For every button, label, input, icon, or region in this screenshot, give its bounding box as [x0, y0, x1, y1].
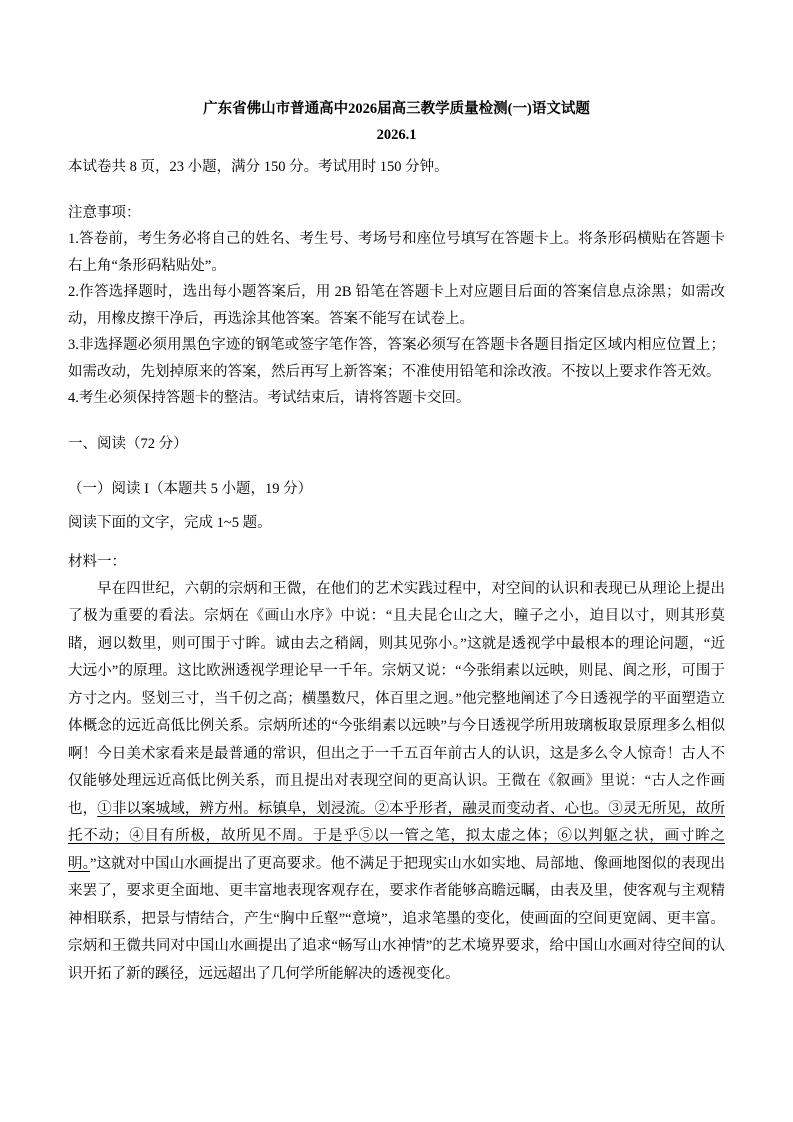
- material1-label: 材料一：: [68, 554, 126, 570]
- reading-instruction: 阅读下面的文字，完成 1~5 题。: [68, 514, 272, 531]
- doc-date: 2026.1: [376, 127, 417, 143]
- material1-text-after-underline: ”这就对中国山水画提出了更高要求。他不满足于把现实山水如实地、局部地、像画地图似的表现出来罢了，要求更全面地、更丰富地表现客观存在，要求作者能够高瞻远瞩，由表及里，使客观与主观精神相联系，把景与情结合，产生“胸中丘壑”“意境”，追求笔墨的变化，使画面的空间更宽阔、更丰富。宗炳和王微共同对中国山水画提出了追求“畅写山水神情”的艺术境界要求，给中国山水画对待空间的认识开拓了新的蹊径，远远超出了几何学所能解决的透视变化。: [68, 855, 726, 982]
- notes-heading: 注意事项：: [68, 204, 141, 221]
- material1-text-before-underline: 早在四世纪，六朝的宗炳和王微，在他们的艺术实践过程中，对空间的认识和表现已从理论上提出了极为重要的看法。宗炳在《画山水序》中说：“且夫昆仑山之大，瞳子之小，迫目以寸，则其形莫睹，迥以数里，则可围于寸眸。诚由去之稍阔，则其见弥小。”这就是透视学中最根本的理论问题，“近大远小”的原理。这比欧洲透视学理论早一千年。宗炳又说：“今张绢素以远映，则昆、阆之形，可围于方寸之内。竖划三寸，当千仞之高；横墨数尺，体百里之迥。”他完整地阐述了今日透视学的平面塑造立体概念的远近高低比例关系。宗炳所述的“今张绢素以远映”与今日透视学所用玻璃板取景原理多么相似啊！今日美术家看来是最普通的常识，但出之于一千五百年前古人的认识，这是多么令人惊奇！古人不仅能够处理远近高低比例关系，而且提出对表现空间的更高认识。王微在《叙画》里说：“古人之作画也，: [68, 580, 725, 817]
- note-item: 4.考生必须保持答题卡的整洁。考试结束后，请将答题卡交回。: [68, 390, 471, 406]
- material1-underlined-quote: ①非以案城域，辨方州。标镇阜，划浸流。②本乎形者，融灵而变动者、心也。③灵无所见，故所托不动；④目有所极，故所见不周。于是乎⑤以一管之笔，拟太虚之体；⑥以判躯之状，画寸眸之明。: [68, 800, 726, 872]
- note-item: 3.非选择题必须用黑色字迹的钢笔或签字笔作答，答案必须写在答题卡各题目指定区域内相应位置上；如需改动，先划掉原来的答案，然后再写上新答案；不准使用铅笔和涂改液。不按以上要求作答无效。: [68, 337, 725, 380]
- exam-info: 本试卷共 8 页，23 小题，满分 150 分。考试用时 150 分钟。: [68, 159, 449, 175]
- note-item: 2.作答选择题时，选出每小题答案后，用 2B 铅笔在答题卡上对应题目后面的答案信息点涂黑；如需改动，用橡皮擦干净后，再选涂其他答案。答案不能写在试卷上。: [68, 284, 725, 327]
- doc-title: 广东省佛山市普通高中2026届高三教学质量检测(一)语文试题: [203, 101, 590, 117]
- subsection-heading-reading1: （一）阅读 I（本题共 5 小题，19 分）: [68, 481, 313, 497]
- material1-paragraph: [68, 576, 725, 989]
- note-item: 1.答卷前，考生务必将自己的姓名、考生号、考场号和座位号填写在答题卡上。将条形码横贴在答题卡右上角“条形码粘贴处”。: [68, 231, 725, 274]
- section-heading-reading: 一、阅读（72 分）: [68, 435, 188, 452]
